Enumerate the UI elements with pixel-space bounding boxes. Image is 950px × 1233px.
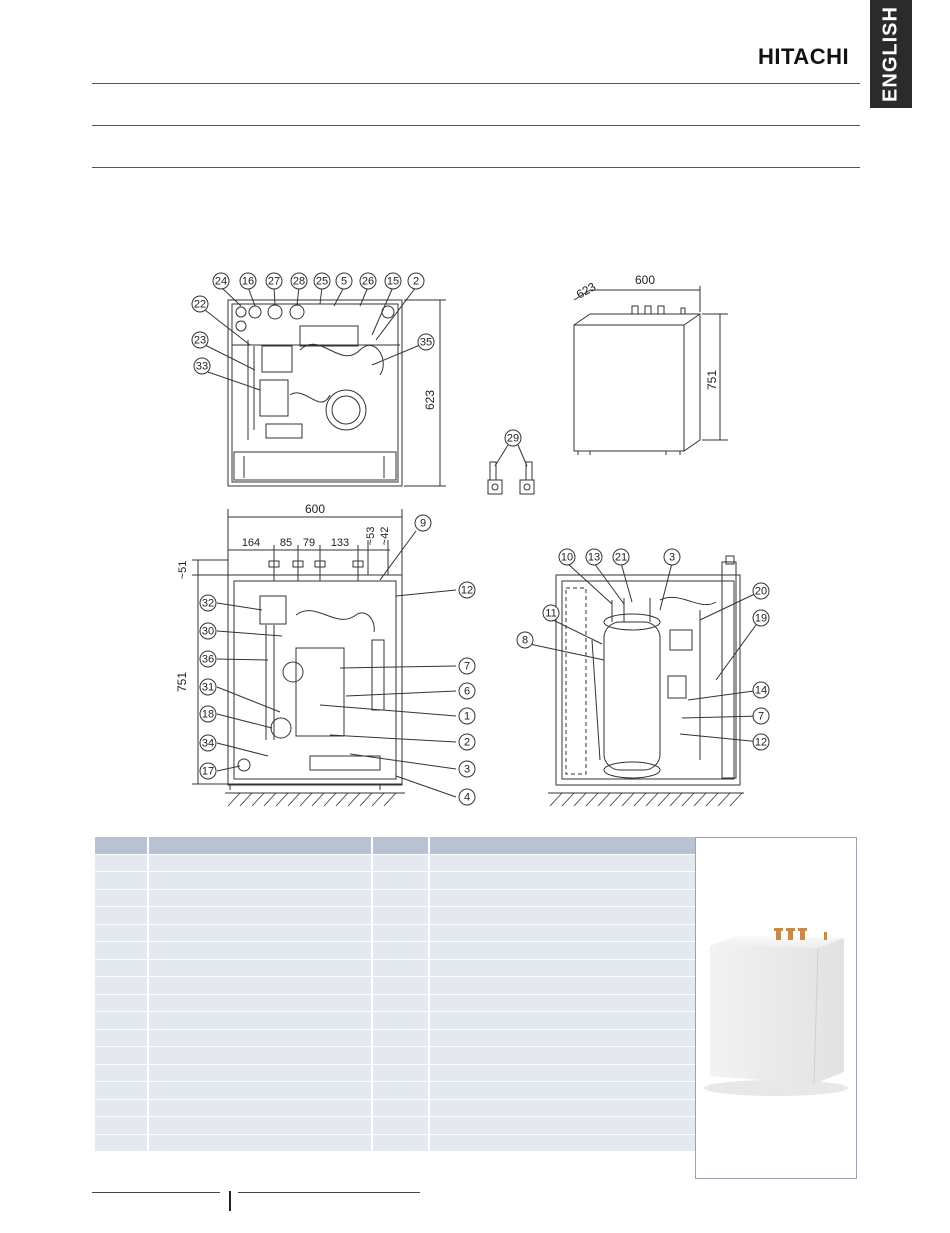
offset-dim-1: ~53: [365, 526, 377, 546]
iso-height-dim: 751: [705, 369, 719, 391]
table-cell: [372, 872, 429, 890]
table-cell: [95, 1082, 148, 1100]
table-cell: [95, 872, 148, 890]
table-cell: [372, 907, 429, 925]
callout-label: 3: [668, 551, 676, 564]
table-cell: [372, 1134, 429, 1152]
table-cell: [148, 959, 372, 977]
valves-detail-drawing: [488, 445, 534, 494]
table-cell: [148, 1064, 372, 1082]
table-cell: [372, 1082, 429, 1100]
callout-label: 31: [201, 681, 215, 694]
table-row: [95, 1082, 696, 1100]
table-cell: [429, 1029, 696, 1047]
table-cell: [148, 1029, 372, 1047]
table-cell: [372, 854, 429, 872]
table-cell: [429, 1082, 696, 1100]
product-photo: [696, 838, 856, 1178]
callout-label: 33: [195, 360, 209, 373]
callout-label: 32: [201, 597, 215, 610]
table-row: [95, 942, 696, 960]
callout-label: 5: [340, 275, 348, 288]
iso-width-dim: 600: [634, 273, 656, 287]
table-cell: [372, 959, 429, 977]
callout-label: 30: [201, 625, 215, 638]
table-cell: [148, 924, 372, 942]
footer-rule-right: [238, 1192, 420, 1193]
spacing-dim-3: 79: [302, 537, 316, 549]
callout-label: 10: [560, 551, 574, 564]
table-cell: [95, 889, 148, 907]
table-cell: [372, 1047, 429, 1065]
callout-label: 23: [193, 334, 207, 347]
table-row: [95, 924, 696, 942]
table-cell: [148, 994, 372, 1012]
table-cell: [372, 889, 429, 907]
table-cell: [372, 924, 429, 942]
table-cell: [95, 977, 148, 995]
callout-label: 21: [614, 551, 628, 564]
iso-depth-dim: 623: [573, 279, 599, 302]
table-cell: [372, 1012, 429, 1030]
callout-label: 13: [587, 551, 601, 564]
top-view-drawing: [205, 287, 446, 486]
table-row: [95, 1047, 696, 1065]
footer-rule-left: [92, 1192, 220, 1193]
callout-label: 8: [521, 634, 529, 647]
table-cell: [148, 854, 372, 872]
table-cell: [95, 924, 148, 942]
table-cell: [429, 924, 696, 942]
table-cell: [95, 994, 148, 1012]
table-row: [95, 959, 696, 977]
callout-label: 17: [201, 765, 215, 778]
callout-label: 11: [545, 607, 557, 620]
top-depth-dim: 623: [423, 389, 437, 411]
table-cell: [95, 1134, 148, 1152]
callout-label: 29: [506, 432, 520, 445]
callout-label: 20: [754, 585, 768, 598]
table-cell: [148, 1117, 372, 1135]
table-row: [95, 872, 696, 890]
table-cell: [429, 1047, 696, 1065]
offset-dim-2: ~42: [379, 526, 391, 546]
table-cell: [95, 907, 148, 925]
callout-label: 16: [241, 275, 255, 288]
callout-label: 15: [386, 275, 400, 288]
table-cell: [148, 872, 372, 890]
table-cell: [372, 1117, 429, 1135]
table-row: [95, 1029, 696, 1047]
table-cell: [95, 837, 148, 854]
callout-label: 3: [463, 763, 471, 776]
callout-label: 2: [412, 275, 420, 288]
callout-label: 14: [754, 684, 768, 697]
callout-label: 22: [193, 298, 207, 311]
callout-label: 24: [214, 275, 228, 288]
table-cell: [429, 942, 696, 960]
spacing-dim-4: 133: [330, 537, 350, 549]
callout-label: 19: [754, 612, 768, 625]
callout-label: 27: [267, 275, 281, 288]
table-cell: [372, 1029, 429, 1047]
table-cell: [95, 854, 148, 872]
table-cell: [148, 1134, 372, 1152]
callout-label: 36: [201, 653, 215, 666]
table-row: [95, 994, 696, 1012]
callout-label: 26: [361, 275, 375, 288]
callout-label: 25: [315, 275, 329, 288]
table-header-row: [95, 837, 696, 854]
table-cell: [148, 1082, 372, 1100]
table-cell: [429, 977, 696, 995]
table-cell: [148, 977, 372, 995]
table-cell: [95, 1047, 148, 1065]
language-tab-label: ENGLISH: [879, 6, 902, 102]
table-cell: [148, 942, 372, 960]
table-cell: [95, 942, 148, 960]
callout-label: 18: [201, 708, 215, 721]
table-cell: [429, 889, 696, 907]
brand-logo: HITACHI: [758, 44, 850, 69]
callout-label: 12: [754, 736, 768, 749]
table-cell: [429, 959, 696, 977]
front-height-dim: 751: [175, 671, 189, 693]
table-cell: [429, 872, 696, 890]
table-cell: [95, 1064, 148, 1082]
table-row: [95, 1064, 696, 1082]
left-offset-dim: ~51: [177, 560, 189, 580]
table-cell: [372, 1064, 429, 1082]
table-cell: [148, 1012, 372, 1030]
table-row: [95, 977, 696, 995]
table-cell: [429, 854, 696, 872]
table-row: [95, 1099, 696, 1117]
product-photo-frame: [695, 837, 857, 1179]
callout-label: 12: [460, 584, 474, 597]
front-width-dim: 600: [304, 502, 326, 516]
table-row: [95, 907, 696, 925]
table-row: [95, 854, 696, 872]
footer-separator: [229, 1191, 231, 1211]
table-cell: [429, 907, 696, 925]
table-cell: [429, 1064, 696, 1082]
table-row: [95, 1134, 696, 1152]
table-cell: [372, 1099, 429, 1117]
table-cell: [95, 1029, 148, 1047]
table-cell: [429, 1099, 696, 1117]
table-cell: [429, 994, 696, 1012]
callout-label: 1: [463, 710, 471, 723]
callout-label: 9: [419, 517, 427, 530]
callout-label: 7: [757, 710, 765, 723]
callout-label: 35: [419, 336, 433, 349]
callout-label: 7: [463, 660, 471, 673]
table-cell: [429, 1012, 696, 1030]
table-cell: [148, 1047, 372, 1065]
table-row: [95, 1012, 696, 1030]
table-cell: [429, 837, 696, 854]
callout-label: 28: [292, 275, 306, 288]
table-cell: [372, 837, 429, 854]
callout-label: 2: [463, 736, 471, 749]
table-cell: [429, 1134, 696, 1152]
table-cell: [148, 837, 372, 854]
table-row: [95, 889, 696, 907]
callout-label: 6: [463, 685, 471, 698]
front-view-drawing: [192, 509, 456, 806]
spacing-dim-2: 85: [279, 537, 293, 549]
table-cell: [95, 959, 148, 977]
table-cell: [372, 977, 429, 995]
table-cell: [95, 1099, 148, 1117]
table-cell: [148, 1099, 372, 1117]
callout-label: 34: [201, 737, 215, 750]
callout-label: 4: [463, 791, 471, 804]
table-cell: [148, 907, 372, 925]
table-cell: [372, 994, 429, 1012]
parts-table: [95, 837, 696, 1152]
table-cell: [429, 1117, 696, 1135]
side-view-drawing: [525, 556, 761, 806]
table-cell: [148, 889, 372, 907]
spacing-dim-1: 164: [241, 537, 261, 549]
table-cell: [95, 1012, 148, 1030]
table-row: [95, 1117, 696, 1135]
table-cell: [372, 942, 429, 960]
table-cell: [95, 1117, 148, 1135]
